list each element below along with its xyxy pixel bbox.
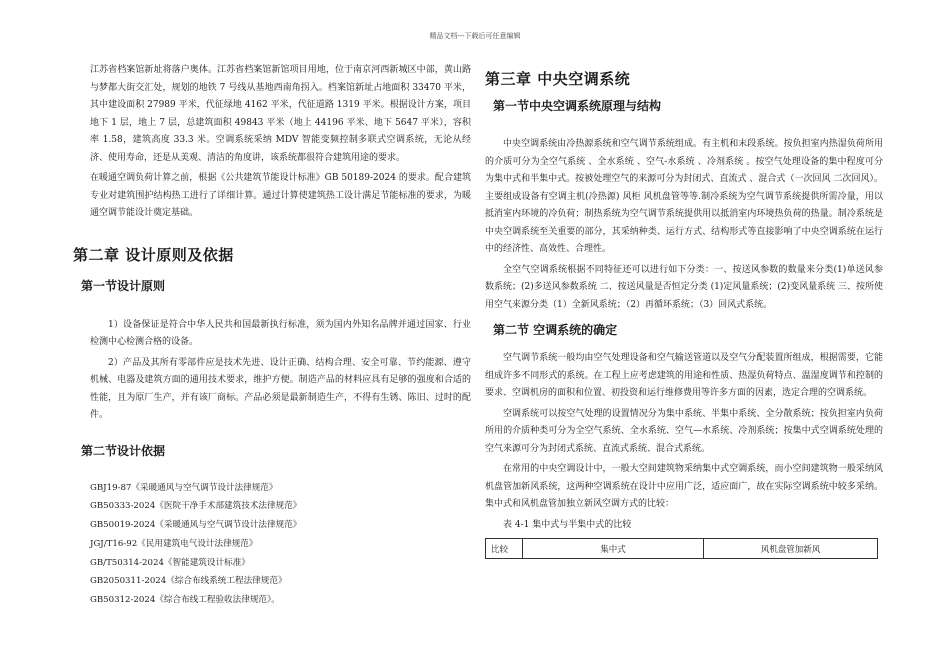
- principles-block: [90, 317, 471, 425]
- principle-1: 1）设备保证是符合中华人民共和国最新执行标准，须为国内外知名品牌并通过国家、行业检测中心检测合格的设备。: [90, 319, 471, 347]
- determination-paragraph-2: 空调系统可以按空气处理的设置情况分为集中系统、半集中系统、全分散系统；按负担室内负荷所用的介质种类可分为全空气系统、全水系统、空气—水系统、冷剂系统；按集中式空调系统处理的空气来源可分为封闭式系统、直流式系统、混合式系统。: [485, 408, 883, 454]
- hvac-principle-block: [485, 136, 883, 314]
- standard-item: JGJ/T16-92《民用建筑电气设计法律规范》: [90, 538, 258, 549]
- determination-paragraph-3: 在常用的中央空调设计中，一般大空间建筑物采纳集中式空调系统，而小空间建筑物一般采纳风机盘管加新风系统，这两种空调系统在设计中应用广泛，适应面广，故在实际空调系统中较多采纳。集中式和风机盘管加独立新风空调方式的比较：: [485, 464, 883, 509]
- section-design-principles: 第一节设计原则: [81, 278, 166, 293]
- table-header-cell: 集中式: [523, 539, 704, 559]
- intro-paragraph-2: 在暖通空调负荷计算之前，根据《公共建筑节能设计标准》GB 50189-2024 的要求。配合建筑专业对建筑围护结构热工进行了详细计算。通过计算使建筑热工设计满足节能标准的要求，为暖通空调节能设计奠定基础。: [90, 173, 471, 218]
- standard-item: GBJ19-87《采暖通风与空气调节设计法律规范》: [90, 482, 278, 493]
- standard-item: GB/T50314-2024《智能建筑设计标准》: [90, 557, 250, 568]
- standard-item: GB50312-2024《综合布线工程验收法律规范》。: [90, 595, 280, 606]
- standard-item: GB2050311-2024《综合布线系统工程法律规范》: [90, 576, 287, 587]
- chapter-2-title: 第二章 设计原则及依据: [73, 245, 234, 264]
- right-column: [485, 68, 883, 559]
- section-system-determination: 第二节 空调系统的确定: [493, 323, 618, 337]
- hvac-paragraph-2: 全空气空调系统根据不同特征还可以进行如下分类：一、按送风参数的数量来分类(1)单送风参数系统；(2)多送风参数系统 二、按送风量是否恒定分类 (1)定风量系统；(2)变风量系统 三、按所使用空气来源分类（1）全新风系统；（2）再循环系统；（3）回风式系统。: [485, 264, 883, 310]
- hvac-paragraph-1: 中央空调系统由冷热源系统和空气调节系统组成。有主机和末段系统。按负担室内热湿负荷所用的介质可分为全空气系统 、全水系统 、空气-水系统 、冷剂系统 。按空气处理设备的集中程度可分为集中式和半集中式。按被处理空气的来源可分为封闭式、直流式 、混合式（一次回风 二次回风）。主要组成设备有空调主机(冷热源) 风柜 风机盘管等等.制冷系统为空气调节系统提供所需冷量，用以抵消室内环境的冷负荷；制热系统为空气调节系统提供用以抵消室内环境热负荷的热量。制冷系统是中央空调系统至关重要的部分，其采纳种类、运行方式、结构形式等直接影响了中央空调系统在运行中的经济性、高效性、合理性。: [485, 139, 883, 254]
- table-header-cell: 比较: [486, 539, 523, 559]
- table-row: [486, 539, 878, 559]
- page-header: 精品文档---下载后可任意编辑: [429, 32, 521, 40]
- system-determination-block: [485, 350, 883, 514]
- standard-item: GB50333-2024《医院干净手术部建筑技术法律规范》: [90, 501, 302, 512]
- table-header-cell: 风机盘管加新风: [704, 539, 878, 559]
- left-column: [73, 62, 471, 610]
- determination-paragraph-1: 空气调节系统一般均由空气处理设备和空气输送管道以及空气分配装置所组成，根据需要，它能组成许多不同形式的系统。在工程上应考虑建筑的用途和性质、热湿负荷特点、温湿度调节和控制的要求、空调机房的面积和位置、初投资和运行维修费用等许多方面的因素，选定合理的空调系统。: [485, 353, 883, 398]
- section-hvac-principle: 第一节中央空调系统原理与结构: [493, 99, 662, 113]
- standard-item: GB50019-2024《采暖通风与空气调节设计法律规范》: [90, 520, 302, 531]
- intro-paragraph-1: 江苏省档案馆新址将落户奥体。江苏省档案馆新馆项目用地，位于南京河西新城区中部，黄山路与梦都大街交汇处，规划的地铁 7 号线从基地西南角拐入。档案馆新址占地面积 33470 平米，其中建设面积 27989 平米，代征绿地 4162 平米，代征道路 1319 平米。根据设计方案，项目地下 1 层，地上 7 层，总建筑面积 49843 平米（地上 44196 平米、地下 5647 平米），容积率 1.58，建筑高度 33.3 米。空调系统采纳 MDV 智能变频控制多联式空调系统，无论从经济、使用寿命，还是从美观、清洁的角度讲，该系统都很符合建筑用途的要求。: [90, 65, 471, 163]
- table-caption: 表 4-1 集中式与半集中式的比较: [503, 519, 632, 530]
- standards-list: [90, 479, 471, 611]
- intro-block: [90, 62, 471, 223]
- principle-2: 2）产品及其所有零部件应是技术先进、设计正确、结构合理、安全可靠、节约能源、遵守机械、电器及建筑方面的通用技术要求，维护方便。制造产品的材料应具有足够的强度和合适的性能，且为原厂生产，并有该厂商标。产品必须是最新制造生产，不得有生锈、陈旧、过时的配件。: [90, 357, 471, 420]
- section-design-basis: 第二节设计依据: [81, 443, 166, 458]
- chapter-3-title: 第三章 中央空调系统: [485, 70, 631, 88]
- comparison-table: [485, 538, 878, 559]
